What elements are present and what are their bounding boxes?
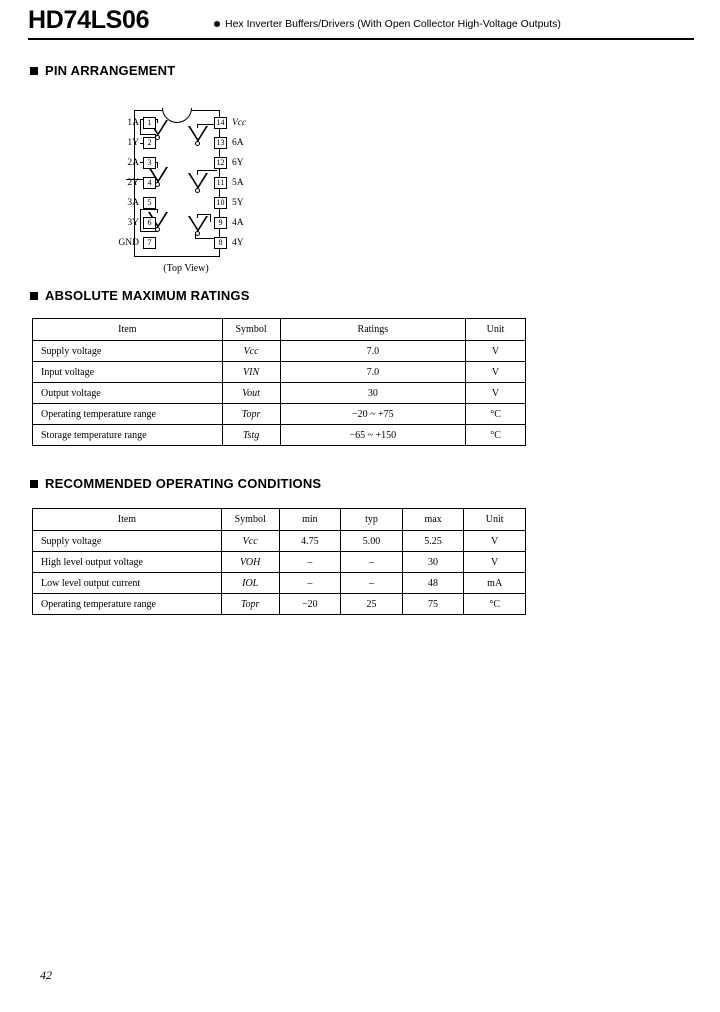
pin-row-left bbox=[96, 236, 156, 250]
cell-symbol: Vcc bbox=[222, 341, 280, 362]
cell-item: High level output voltage bbox=[33, 552, 222, 573]
lead-trace bbox=[197, 124, 215, 125]
pin-label: GND bbox=[118, 238, 139, 248]
column-header-unit: Unit bbox=[466, 319, 526, 341]
column-header-ratings: Ratings bbox=[280, 319, 466, 341]
pin-number-box: 8 bbox=[214, 237, 227, 249]
lead-trace bbox=[197, 170, 198, 175]
pin-number-box: 7 bbox=[143, 237, 156, 249]
pin-label: 3Y bbox=[127, 218, 139, 228]
cell-item: Supply voltage bbox=[33, 341, 223, 362]
lead-trace bbox=[197, 214, 211, 215]
column-header-item: Item bbox=[33, 319, 223, 341]
cell-ratings: 30 bbox=[280, 383, 466, 404]
column-header-typ: typ bbox=[341, 509, 403, 531]
table-row bbox=[33, 531, 526, 552]
pin-number-box: 12 bbox=[214, 157, 227, 169]
pin-label: 5A bbox=[232, 178, 244, 188]
pin-number-box: 14 bbox=[214, 117, 227, 129]
table-row bbox=[33, 552, 526, 573]
pin-label: 2Y bbox=[127, 178, 139, 188]
pin-label: 1Y bbox=[127, 138, 139, 148]
pin-row-right bbox=[214, 196, 276, 210]
lead-trace bbox=[197, 170, 217, 171]
cell-symbol: Vcc bbox=[221, 531, 279, 552]
cell-symbol: Tstg bbox=[222, 425, 280, 446]
cell-ratings: −65 ~ +150 bbox=[280, 425, 466, 446]
lead-trace bbox=[157, 209, 158, 213]
lead-trace bbox=[140, 231, 158, 232]
cell-symbol: Vout bbox=[222, 383, 280, 404]
section-heading-pin-arrangement bbox=[30, 63, 175, 78]
cell-item: Output voltage bbox=[33, 383, 223, 404]
cell-ratings: −20 ~ +75 bbox=[280, 404, 466, 425]
pin-label: 6Y bbox=[232, 158, 244, 168]
pin-number-box: 5 bbox=[143, 197, 156, 209]
cell-unit: °C bbox=[466, 404, 526, 425]
lead-trace bbox=[197, 124, 198, 128]
cell-unit: °C bbox=[464, 594, 526, 615]
cell-item: Input voltage bbox=[33, 362, 223, 383]
lead-trace bbox=[140, 134, 156, 135]
square-bullet-icon bbox=[30, 292, 38, 300]
pin-row-left bbox=[96, 116, 156, 130]
cell-max: 30 bbox=[402, 552, 464, 573]
cell-ratings: 7.0 bbox=[280, 341, 466, 362]
inverter-gate-icon bbox=[188, 173, 208, 193]
column-header-symbol: Symbol bbox=[222, 319, 280, 341]
pin-row-left bbox=[96, 176, 156, 190]
cell-typ: 5.00 bbox=[341, 531, 403, 552]
pin-number-box: 10 bbox=[214, 197, 227, 209]
part-number-title: HD74LS06 bbox=[28, 6, 150, 34]
pin-row-right bbox=[214, 116, 276, 130]
cell-max: 48 bbox=[402, 573, 464, 594]
lead-trace bbox=[195, 232, 196, 239]
cell-typ: – bbox=[341, 573, 403, 594]
lead-trace bbox=[157, 119, 158, 123]
pin-row-right bbox=[214, 236, 276, 250]
section-heading-recommended-operating-conditions bbox=[30, 476, 321, 491]
table-row bbox=[33, 404, 526, 425]
table-row bbox=[33, 594, 526, 615]
cell-symbol: IOL bbox=[221, 573, 279, 594]
section-heading-label: RECOMMENDED OPERATING CONDITIONS bbox=[45, 476, 322, 491]
section-heading-label: ABSOLUTE MAXIMUM RATINGS bbox=[45, 288, 250, 303]
section-heading-label: PIN ARRANGEMENT bbox=[45, 63, 176, 78]
cell-unit: V bbox=[466, 383, 526, 404]
pin-number-box: 11 bbox=[214, 177, 227, 189]
lead-trace bbox=[210, 214, 211, 222]
cell-item: Operating temperature range bbox=[33, 404, 223, 425]
pin-number-box: 1 bbox=[143, 117, 156, 129]
cell-symbol: Topr bbox=[221, 594, 279, 615]
cell-max: 5.25 bbox=[402, 531, 464, 552]
cell-item: Operating temperature range bbox=[33, 594, 222, 615]
pin-row-right bbox=[214, 136, 276, 150]
pin-number-box: 6 bbox=[143, 217, 156, 229]
pin-row-left bbox=[96, 136, 156, 150]
pin-number-box: 13 bbox=[214, 137, 227, 149]
column-header-symbol: Symbol bbox=[221, 509, 279, 531]
page-header bbox=[28, 6, 692, 42]
pin-number-box: 3 bbox=[143, 157, 156, 169]
pin-row-right bbox=[214, 176, 276, 190]
cell-typ: 25 bbox=[341, 594, 403, 615]
pin-row-right bbox=[214, 216, 276, 230]
cell-min: – bbox=[279, 552, 341, 573]
cell-symbol: VIN bbox=[222, 362, 280, 383]
pin-number-box: 4 bbox=[143, 177, 156, 189]
cell-unit: °C bbox=[466, 425, 526, 446]
pin-arrangement-diagram bbox=[96, 104, 276, 284]
cell-min: – bbox=[279, 573, 341, 594]
table-row bbox=[33, 383, 526, 404]
table-header-row bbox=[33, 319, 526, 341]
pin-label: 1A bbox=[127, 118, 139, 128]
table-row bbox=[33, 573, 526, 594]
pin-label: 3A bbox=[127, 198, 139, 208]
table-row bbox=[33, 425, 526, 446]
column-header-unit: Unit bbox=[464, 509, 526, 531]
inverter-gate-icon bbox=[188, 126, 208, 146]
cell-item: Storage temperature range bbox=[33, 425, 223, 446]
square-bullet-icon bbox=[30, 480, 38, 488]
cell-item: Low level output current bbox=[33, 573, 222, 594]
square-bullet-icon bbox=[30, 67, 38, 75]
pin-number-box: 9 bbox=[214, 217, 227, 229]
table-row bbox=[33, 362, 526, 383]
cell-symbol: Topr bbox=[222, 404, 280, 425]
cell-unit: V bbox=[464, 552, 526, 573]
cell-typ: – bbox=[341, 552, 403, 573]
diagram-caption: (Top View) bbox=[163, 263, 209, 274]
cell-min: −20 bbox=[279, 594, 341, 615]
pin-row-left bbox=[96, 156, 156, 170]
cell-unit: V bbox=[466, 341, 526, 362]
pin-label: 4A bbox=[232, 218, 244, 228]
cell-ratings: 7.0 bbox=[280, 362, 466, 383]
round-bullet-icon bbox=[214, 21, 220, 27]
column-header-max: max bbox=[402, 509, 464, 531]
absolute-maximum-ratings-table bbox=[32, 318, 526, 446]
cell-min: 4.75 bbox=[279, 531, 341, 552]
recommended-operating-conditions-table bbox=[32, 508, 526, 615]
part-description: Hex Inverter Buffers/Drivers (With Open Collector High-Voltage Outputs) bbox=[225, 18, 561, 30]
pin-label: 4Y bbox=[232, 238, 244, 248]
header-divider bbox=[28, 38, 694, 40]
table-row bbox=[33, 341, 526, 362]
pin-label: 5Y bbox=[232, 198, 244, 208]
pin-row-left bbox=[96, 196, 156, 210]
cell-symbol: VOH bbox=[221, 552, 279, 573]
section-heading-absolute-maximum-ratings bbox=[30, 288, 250, 303]
cell-max: 75 bbox=[402, 594, 464, 615]
pin-row-left bbox=[96, 216, 156, 230]
page-number: 42 bbox=[40, 968, 52, 982]
inverter-gate-icon bbox=[188, 216, 208, 236]
pin-label: Vcc bbox=[232, 118, 247, 128]
cell-item: Supply voltage bbox=[33, 531, 222, 552]
pin-label: 6A bbox=[232, 138, 244, 148]
cell-unit: mA bbox=[464, 573, 526, 594]
cell-unit: V bbox=[464, 531, 526, 552]
pin-row-right bbox=[214, 156, 276, 170]
cell-unit: V bbox=[466, 362, 526, 383]
pin-label: 2A bbox=[127, 158, 139, 168]
pin-number-box: 2 bbox=[143, 137, 156, 149]
table-header-row bbox=[33, 509, 526, 531]
subtitle-group bbox=[214, 18, 561, 30]
column-header-min: min bbox=[279, 509, 341, 531]
column-header-item: Item bbox=[33, 509, 222, 531]
